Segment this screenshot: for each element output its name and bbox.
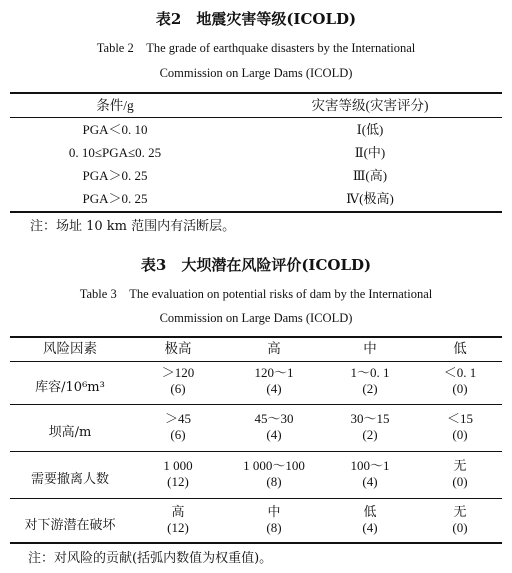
cell-range: 45～30 (254, 411, 294, 426)
cell-weight: (2) (362, 381, 378, 396)
table3-title-en-line2: Commission on Large Dams (ICOLD) (159, 311, 353, 325)
table3-row3-c1 (130, 458, 226, 490)
table3-bottom-rule (10, 542, 502, 544)
table3-row4-c1 (130, 504, 226, 536)
table3-row1-label: 库容/10⁶m³ (35, 380, 105, 395)
table2-header-rule (10, 117, 502, 118)
table3-row1-c3 (322, 365, 418, 397)
table3-row3-c4 (418, 458, 502, 490)
table3-row2-label: 坝高/m (48, 425, 92, 440)
table2-row4-grade: Ⅳ(极高) (346, 191, 394, 206)
cell-range: 无 (453, 458, 467, 473)
cell-range: 高 (171, 504, 185, 519)
cell-weight: (6) (170, 427, 186, 442)
table3-row3-rule (10, 498, 502, 499)
cell-range: ＞45 (164, 411, 191, 426)
table3-row3-label: 需要撤离人数 (30, 472, 109, 487)
table3-row3-c3 (322, 458, 418, 490)
table3-row1-c2 (226, 365, 322, 397)
table2-row2-grade: Ⅱ(中) (354, 145, 386, 160)
table3-header-low: 低 (453, 341, 467, 356)
cell-range: ＞120 (161, 365, 195, 380)
table3-header-very-high: 极高 (164, 341, 192, 356)
table3-note: 注：对风险的贡献(括弧内数值为权重值)。 (28, 551, 273, 566)
table2-title-cn: 表2 地震灾害等级(ICOLD) (155, 10, 357, 28)
cell-range: 1 000～100 (243, 458, 305, 473)
cell-range: 中 (267, 504, 281, 519)
cell-weight: (0) (452, 427, 468, 442)
table3-row4-c4 (418, 504, 502, 536)
table3-row2-c4 (418, 411, 502, 443)
cell-range: ＜15 (446, 411, 473, 426)
cell-weight: (0) (452, 381, 468, 396)
table2-row4-condition: PGA＞0. 25 (82, 191, 148, 206)
cell-weight: (4) (362, 520, 378, 535)
table2-bottom-rule (10, 211, 502, 213)
table3-header-factor: 风险因素 (43, 341, 97, 356)
cell-range: 无 (453, 504, 467, 519)
cell-weight: (8) (266, 520, 282, 535)
cell-range: 100～1 (350, 458, 390, 473)
table3-row4-c2 (226, 504, 322, 536)
table2-row3-condition: PGA＞0. 25 (82, 168, 148, 183)
cell-weight: (8) (266, 474, 282, 489)
table3-row2-rule (10, 451, 502, 452)
table3-header-high: 高 (267, 341, 281, 356)
table3-row2-c1 (130, 411, 226, 443)
cell-weight: (0) (452, 474, 468, 489)
table2-top-rule (10, 92, 502, 94)
table3-row1-c4 (418, 365, 502, 397)
table3-title-en-line1: Table 3 The evaluation on potential risks of dam by the International (79, 287, 433, 301)
table3-row4-c3 (322, 504, 418, 536)
table3-title-cn: 表3 大坝潜在风险评价(ICOLD) (140, 256, 372, 274)
table3-row2-c2 (226, 411, 322, 443)
table2-header-condition: 条件/g (96, 98, 134, 113)
table2-note: 注：场址 10 km 范围内有活断层。 (30, 219, 236, 234)
table3-row1-c1 (130, 365, 226, 397)
table3-header-medium: 中 (363, 341, 377, 356)
table2-row2-condition: 0. 10≤PGA≤0. 25 (68, 145, 162, 160)
cell-range: 120～1 (254, 365, 294, 380)
table2-header-grade: 灾害等级(灾害评分) (311, 98, 429, 113)
cell-weight: (4) (266, 427, 282, 442)
table2-title-en-line1: Table 2 The grade of earthquake disasters by the International (96, 41, 416, 55)
cell-range: 1～0. 1 (350, 365, 390, 380)
table3-row4-label: 对下游潜在破坏 (24, 518, 116, 533)
table3-row3-c2 (226, 458, 322, 490)
table2-row3-grade: Ⅲ(高) (352, 168, 388, 183)
cell-range: 1 000 (163, 458, 193, 473)
cell-weight: (4) (266, 381, 282, 396)
table3-row2-c3 (322, 411, 418, 443)
table3-header-rule (10, 361, 502, 362)
cell-range: 30～15 (350, 411, 390, 426)
cell-weight: (2) (362, 427, 378, 442)
table3-row1-rule (10, 404, 502, 405)
cell-range: 低 (363, 504, 377, 519)
cell-weight: (0) (452, 520, 468, 535)
table3-top-rule (10, 336, 502, 338)
cell-weight: (6) (170, 381, 186, 396)
cell-range: ＜0. 1 (443, 365, 477, 380)
table2-title-en-line2: Commission on Large Dams (ICOLD) (159, 66, 353, 80)
cell-weight: (4) (362, 474, 378, 489)
cell-weight: (12) (167, 474, 189, 489)
table2-row1-condition: PGA＜0. 10 (82, 122, 148, 137)
cell-weight: (12) (167, 520, 189, 535)
table2-row1-grade: Ⅰ(低) (356, 122, 384, 137)
